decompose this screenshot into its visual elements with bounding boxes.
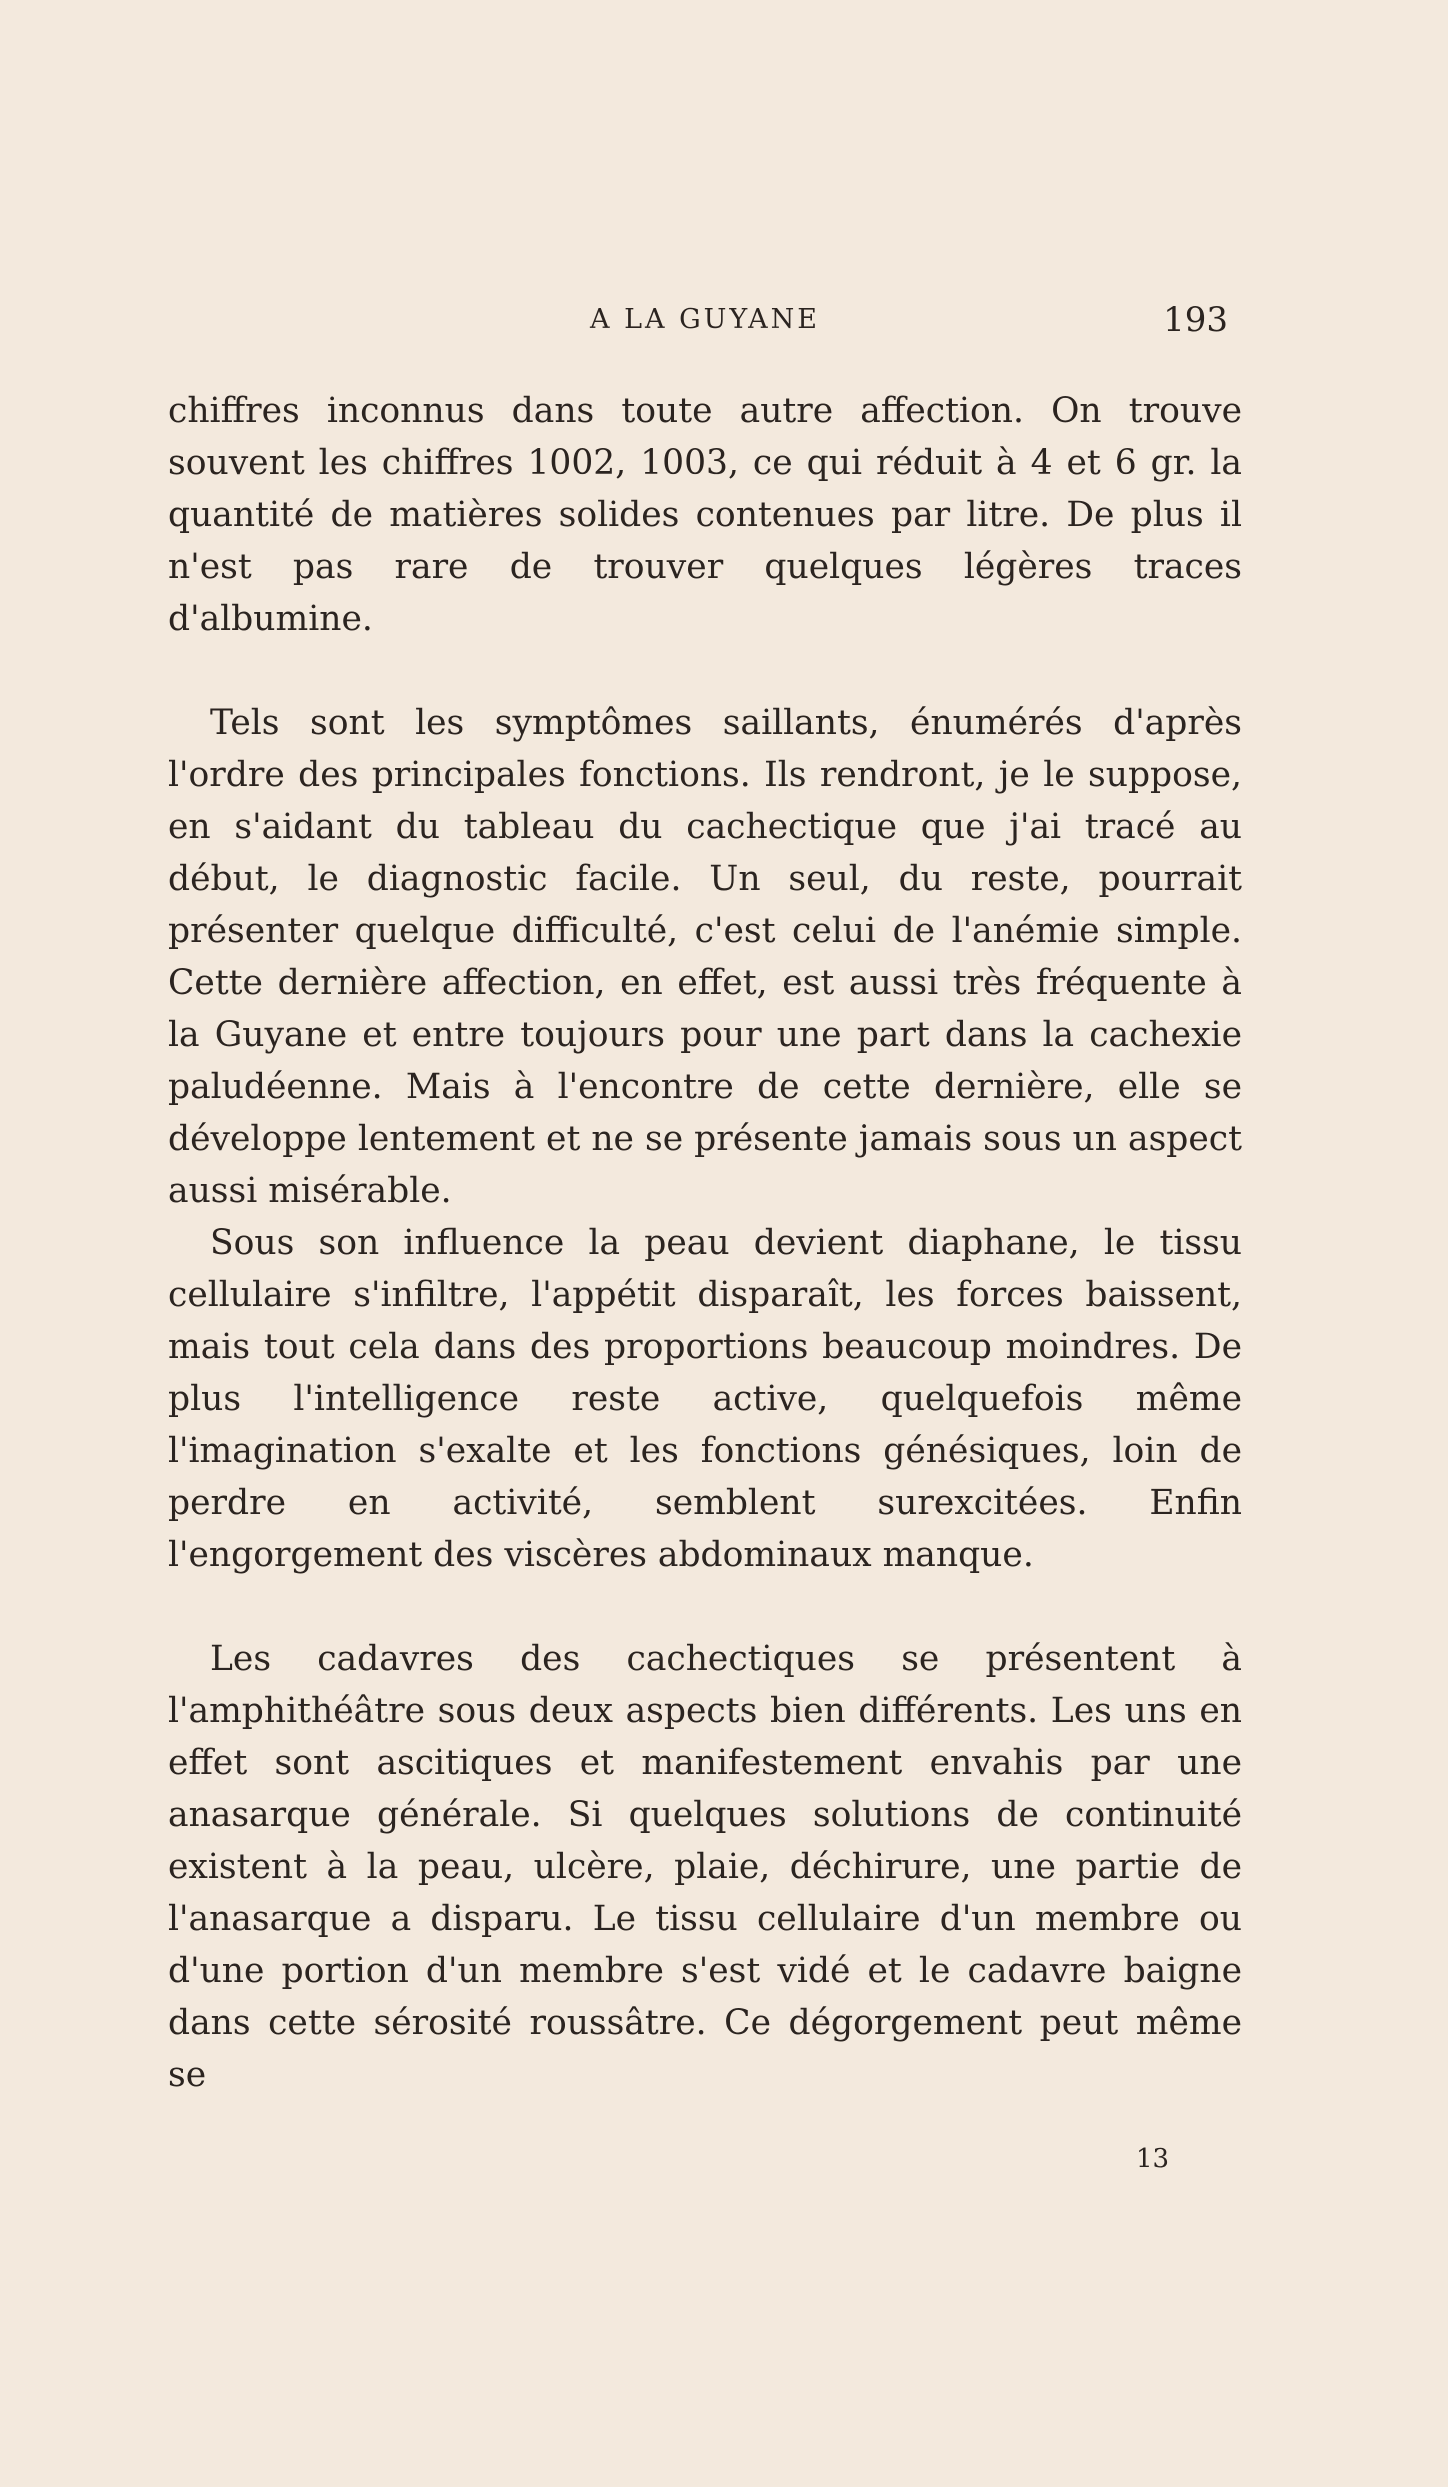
running-head [170,300,1228,350]
signature-mark: 13 [1136,2144,1170,2174]
running-title: A LA GUYANE [590,304,820,335]
page-number: 193 [1163,300,1228,340]
paragraph-anemia: Sous son influence la peau devient diaphane, le tissu cellulaire s'infiltre, l'appétit disparaît, les forces baissent, mais tout cela dans des proportions beaucoup moindres. De plus l'intelligence reste active, quelquefois même l'imagination s'exalte et les fonctions génésiques, loin de perdre en activité, semblent surexcitées. Enfin l'engorgement des viscères abdominaux manque. [168,1223,1242,1575]
paragraph-diagnosis: Tels sont les symptômes saillants, énumérés d'après l'ordre des principales fonctions. Ils rendront, je le suppose, en s'aidant du tableau du cachectique que j'ai tracé au début, le diagnostic facile. Un seul, du reste, pourrait présenter quelque difficulté, c'est celui de l'anémie simple. Cette dernière affection, en effet, est aussi très fréquente à la Guyane et entre toujours pour une part dans la cachexie paludéenne. Mais à l'encontre de cette dernière, elle se développe lentement et ne se présente jamais sous un aspect aussi misérable. [168,703,1242,1211]
paragraph-cadavers: Les cadavres des cachectiques se présentent à l'amphithéâtre sous deux aspects bien différents. Les uns en effet sont ascitiques et manifestement envahis par une anasarque générale. Si quelques solutions de continuité existent à la peau, ulcère, plaie, déchirure, une partie de l'anasarque a disparu. Le tissu cellulaire d'un membre ou d'une portion d'un membre s'est vidé et le cadavre baigne dans cette sérosité roussâtre. Ce dégorgement peut même se [168,1639,1242,2095]
paragraph-urine-analysis: chiffres inconnus dans toute autre affection. On trouve souvent les chiffres 1002, 1003, ce qui réduit à 4 et 6 gr. la quantité de matières solides contenues par litre. De plus il n'est pas rare de trouver quelques légères traces d'albumine. [168,391,1242,639]
body-text [168,385,1242,2101]
